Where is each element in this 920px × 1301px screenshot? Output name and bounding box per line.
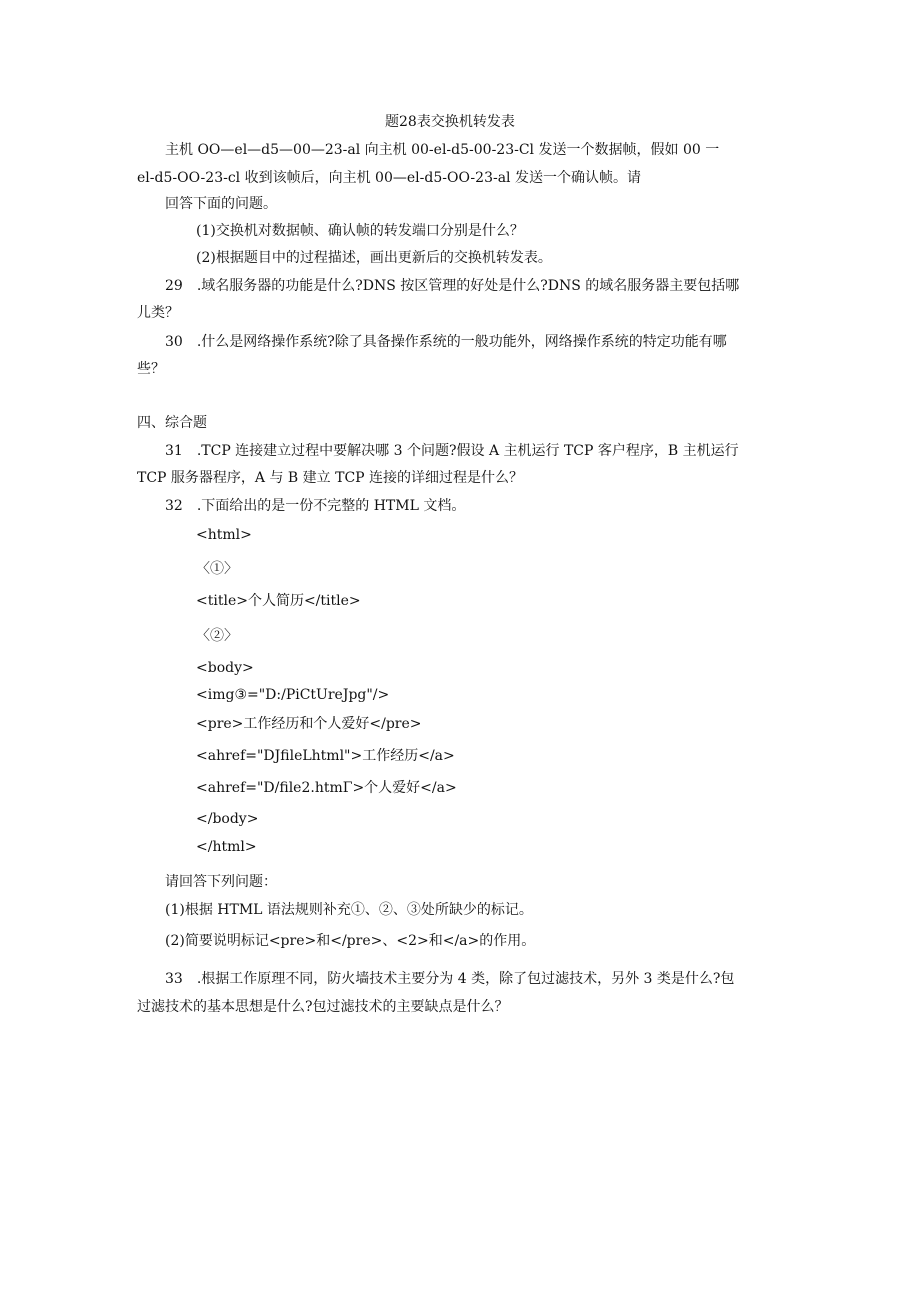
code-line: </html>: [196, 839, 257, 855]
q33-line-1: 33 .根据工作原理不同，防火墙技术主要分为 4 类，除了包过滤技术，另外 3 类是什么?包: [165, 971, 735, 987]
q32-line-1: 32 .下面给出的是一份不完整的 HTML 文档。: [165, 498, 466, 514]
q29-line-2: 儿类？: [137, 305, 179, 321]
code-line: <html>: [196, 527, 252, 543]
code-line: <img③="D:/PiCtUreJpg"/>: [196, 687, 390, 703]
q32-prompt: 请回答下列问题：: [165, 874, 277, 890]
q33-line-2: 过滤技术的基本思想是什么?包过滤技术的主要缺点是什么？: [137, 999, 509, 1015]
code-line: 〈②〉: [196, 628, 238, 644]
q28-sub-2: (2)根据题目中的过程描述，画出更新后的交换机转发表。: [196, 250, 552, 266]
code-line: <title>个人简历</title>: [196, 593, 361, 609]
q28-line-1: 主机 OO—el—d5—00—23-al 向主机 00-el-d5-00-23-Cl 发送一个数据帧，假如 00 一: [165, 142, 720, 158]
q30-line-1: 30 .什么是网络操作系统?除了具备操作系统的一般功能外，网络操作系统的特定功能有哪: [165, 334, 727, 350]
q32-sub-2: (2)简要说明标记<pre>和</pre>、<2>和</a>的作用。: [165, 933, 536, 949]
q31-line-2: TCP 服务器程序，A 与 B 建立 TCP 连接的详细过程是什么？: [137, 470, 524, 486]
code-line: </body>: [196, 811, 259, 827]
code-line: 〈①〉: [196, 561, 238, 577]
q31-line-1: 31 .TCP 连接建立过程中要解决哪 3 个问题?假设 A 主机运行 TCP 客户程序，B 主机运行: [165, 443, 739, 459]
code-line: <pre>工作经历和个人爱好</pre>: [196, 716, 422, 732]
code-line: <body>: [196, 660, 254, 676]
q28-line-2: el-d5-OO-23-cl 收到该帧后，向主机 00—el-d5-OO-23-al 发送一个确认帧。请: [137, 170, 641, 186]
table-caption: 题28表交换机转发表: [385, 114, 515, 130]
code-line: <ahref="DJfileLhtml">工作经历</a>: [196, 748, 455, 764]
q29-line-1: 29 .域名服务器的功能是什么?DNS 按区管理的好处是什么?DNS 的域名服务器主要包括哪: [165, 278, 740, 294]
q28-line-3: 回答下面的问题。: [165, 196, 277, 212]
section-4-title: 四、综合题: [137, 415, 207, 431]
q30-line-2: 些？: [137, 361, 165, 377]
code-line: <ahref="D/file2.htmΓ>个人爱好</a>: [196, 780, 457, 796]
q32-sub-1: (1)根据 HTML 语法规则补充①、②、③处所缺少的标记。: [165, 902, 533, 918]
q28-sub-1: (1)交换机对数据帧、确认帧的转发端口分别是什么？: [196, 223, 524, 239]
